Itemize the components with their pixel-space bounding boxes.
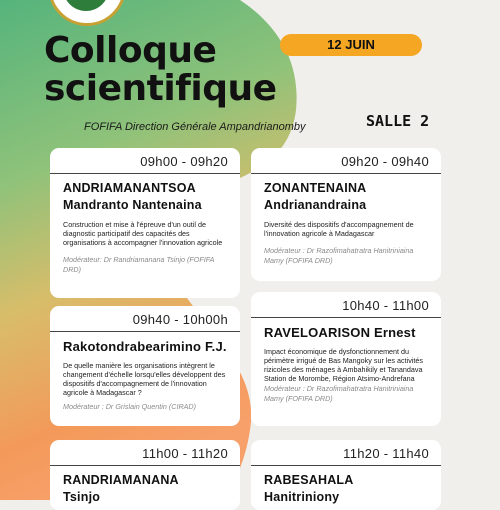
session-time: 11h00 - 11h20 — [50, 446, 240, 466]
room-label: SALLE 2 — [366, 112, 430, 130]
speaker-name-line-1: RANDRIAMANANA — [63, 473, 179, 487]
title-line-1: Colloque — [44, 30, 217, 71]
speaker-name-line-2: Mandranto Nantenaina — [63, 198, 202, 212]
moderator: Modérateur : Dr Razofimahatratra Hanitriniaina Mamy (FOFIFA DRD) — [264, 384, 414, 403]
session-time: 09h40 - 10h00h — [50, 312, 240, 332]
date-badge: 12 JUIN — [280, 34, 422, 56]
session-time: 09h00 - 09h20 — [50, 154, 240, 174]
moderator: Modérateur : Dr Grislain Quentin (CIRAD) — [63, 402, 197, 411]
speaker-name — [264, 472, 431, 506]
session-time: 09h20 - 09h40 — [251, 154, 441, 174]
talk-description: De quelle manière les organisations intègrent le changement d'échelle lorsqu'elles développent des dispositifs d'accompagnement de l'innovation agricole à Madagascar ? — [63, 361, 226, 397]
session-card — [50, 306, 240, 426]
session-card — [251, 148, 441, 281]
speaker-name-line-2: Andrianandraina — [264, 198, 367, 212]
speaker-name-line-2: Hanitriniony — [264, 490, 340, 504]
talk-description: Impact économique de dysfonctionnement du périmètre irrigué de Bas Mangoky sur les activités rizicoles des ménages à Ambahikily et Tanandava Station de Morombe, Région Atsimo-Andrefana — [264, 347, 423, 383]
session-time: 10h40 - 11h00 — [251, 298, 441, 318]
speaker-name-line-2: Tsinjo — [63, 490, 101, 504]
talk-description: Construction et mise à l'épreuve d'un outil de diagnostic participatif des capacités des organisations à accompagner l'innovation agricole — [63, 220, 223, 247]
speaker-name-line-1: ZONANTENAINA — [264, 181, 367, 195]
speaker-name: RAVELOARISON Ernest — [264, 325, 416, 340]
speaker-name — [264, 180, 431, 214]
speaker-name — [63, 472, 230, 506]
logo-emblem — [63, 0, 109, 11]
speaker-name-line-1: ANDRIAMANANTSOA — [63, 181, 196, 195]
page-title — [44, 32, 277, 108]
session-card — [50, 148, 240, 298]
talk-description: Diversité des dispositifs d'accompagnement de l'innovation agricole à Madagascar — [264, 220, 414, 238]
title-line-2: scientifique — [44, 68, 277, 109]
venue-subtitle: FOFIFA Direction Générale Ampandrianomby — [84, 121, 306, 133]
speaker-name: Rakotondrabearimino F.J. — [63, 339, 227, 354]
speaker-name-line-1: RABESAHALA — [264, 473, 354, 487]
moderator: Modérateur : Dr Razofimahatratra Hanitriniaina Mamy (FOFIFA DRD) — [264, 246, 414, 265]
session-card — [251, 292, 441, 426]
moderator: Modérateur: Dr Randriamanana Tsinjo (FOFIFA DRD) — [63, 255, 215, 274]
session-time: 11h20 - 11h40 — [251, 446, 441, 466]
speaker-name — [63, 180, 230, 214]
